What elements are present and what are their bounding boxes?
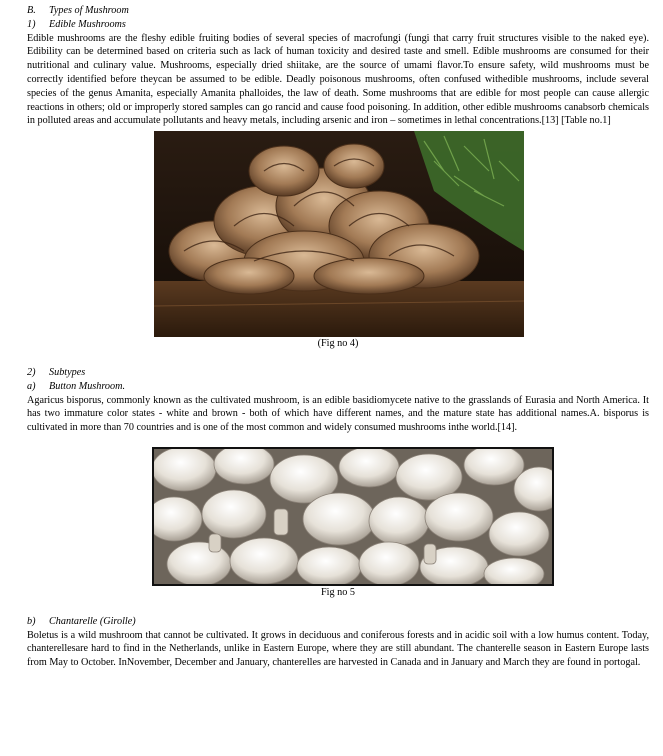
subsection-title: Edible Mushrooms bbox=[49, 18, 126, 30]
subsubsection-number: b) bbox=[27, 615, 36, 627]
section-heading bbox=[27, 4, 649, 18]
subsubsection-number: a) bbox=[27, 380, 36, 392]
figure-5-caption: Fig no 5 bbox=[321, 586, 355, 598]
button-mushroom-paragraph: Agaricus bisporus, commonly known as the cultivated mushroom, is an edible basidiomycete native to the grasslands of Eurasia and North America. It has two immature color states - white and brown - both of which have different names, and the mature state has additional names.A. bisporus is cultivated in more than 70 countries and is one of the most common and widely consumed mushrooms inthe world.[14]. bbox=[27, 394, 649, 434]
subsection-heading-subtypes bbox=[27, 366, 649, 380]
section-title: Types of Mushroom bbox=[49, 5, 129, 16]
subsection-heading-edible bbox=[27, 18, 649, 32]
section-number: B. bbox=[27, 5, 36, 16]
spacer bbox=[27, 600, 649, 615]
subsubsection-heading-chanterelle bbox=[27, 615, 649, 629]
edible-paragraph: Edible mushrooms are the fleshy edible fruiting bodies of several species of macrofungi (fungi that carry fruit structures visible to the naked eye). Edibility can be determined based on criteria such as lack of human toxicity and desired taste and smell. Edible mushrooms are consumed for their nutritional and culinary value. Mushrooms, especially dried shiitake, are the source of umami flavor.To ensure safety, wild mushrooms must be correctly identified before theycan be assumed to be edible. Deadly poisonous mushrooms, often confused withedible mushrooms, include several species of the genus Amanita, especially Amanita phalloides, the law of death. Some mushrooms that are edible for most people can cause allergic reactions in others; old or improperly stored samples can go rancid and cause food poisoning. In addition, other edible mushrooms canabsorb chemicals in polluted areas and accumulate pollutants and heavy metals, including arsenic and iron – sometimes in lethal concentrations.[13] [Table no.1] bbox=[27, 32, 649, 127]
subsection-number: 1) bbox=[27, 18, 36, 30]
figure-maitake-mushroom bbox=[154, 131, 524, 337]
subsubsection-heading-button bbox=[27, 380, 649, 394]
subsubsection-title: Button Mushroom. bbox=[49, 380, 126, 392]
chanterelle-paragraph: Boletus is a wild mushroom that cannot be cultivated. It grows in deciduous and coniferous forests and in acidic soil with a low humus content. Today, chanterellesare hard to find in the Netherlands, unlike in Eastern Europe, where they are still abundant. The chanterelle season in Eastern Europe lasts from May to October. InNovember, December and January, chanterelles are harvested in Canada and in January and March they are found in portogal. bbox=[27, 629, 649, 669]
subsubsection-title: Chantarelle (Girolle) bbox=[49, 615, 136, 627]
subsection-title: Subtypes bbox=[49, 366, 86, 378]
figure-4-caption: (Fig no 4) bbox=[317, 338, 359, 350]
subsection-number: 2) bbox=[27, 366, 36, 378]
figure-button-mushrooms bbox=[152, 447, 554, 586]
spacer bbox=[27, 351, 649, 366]
